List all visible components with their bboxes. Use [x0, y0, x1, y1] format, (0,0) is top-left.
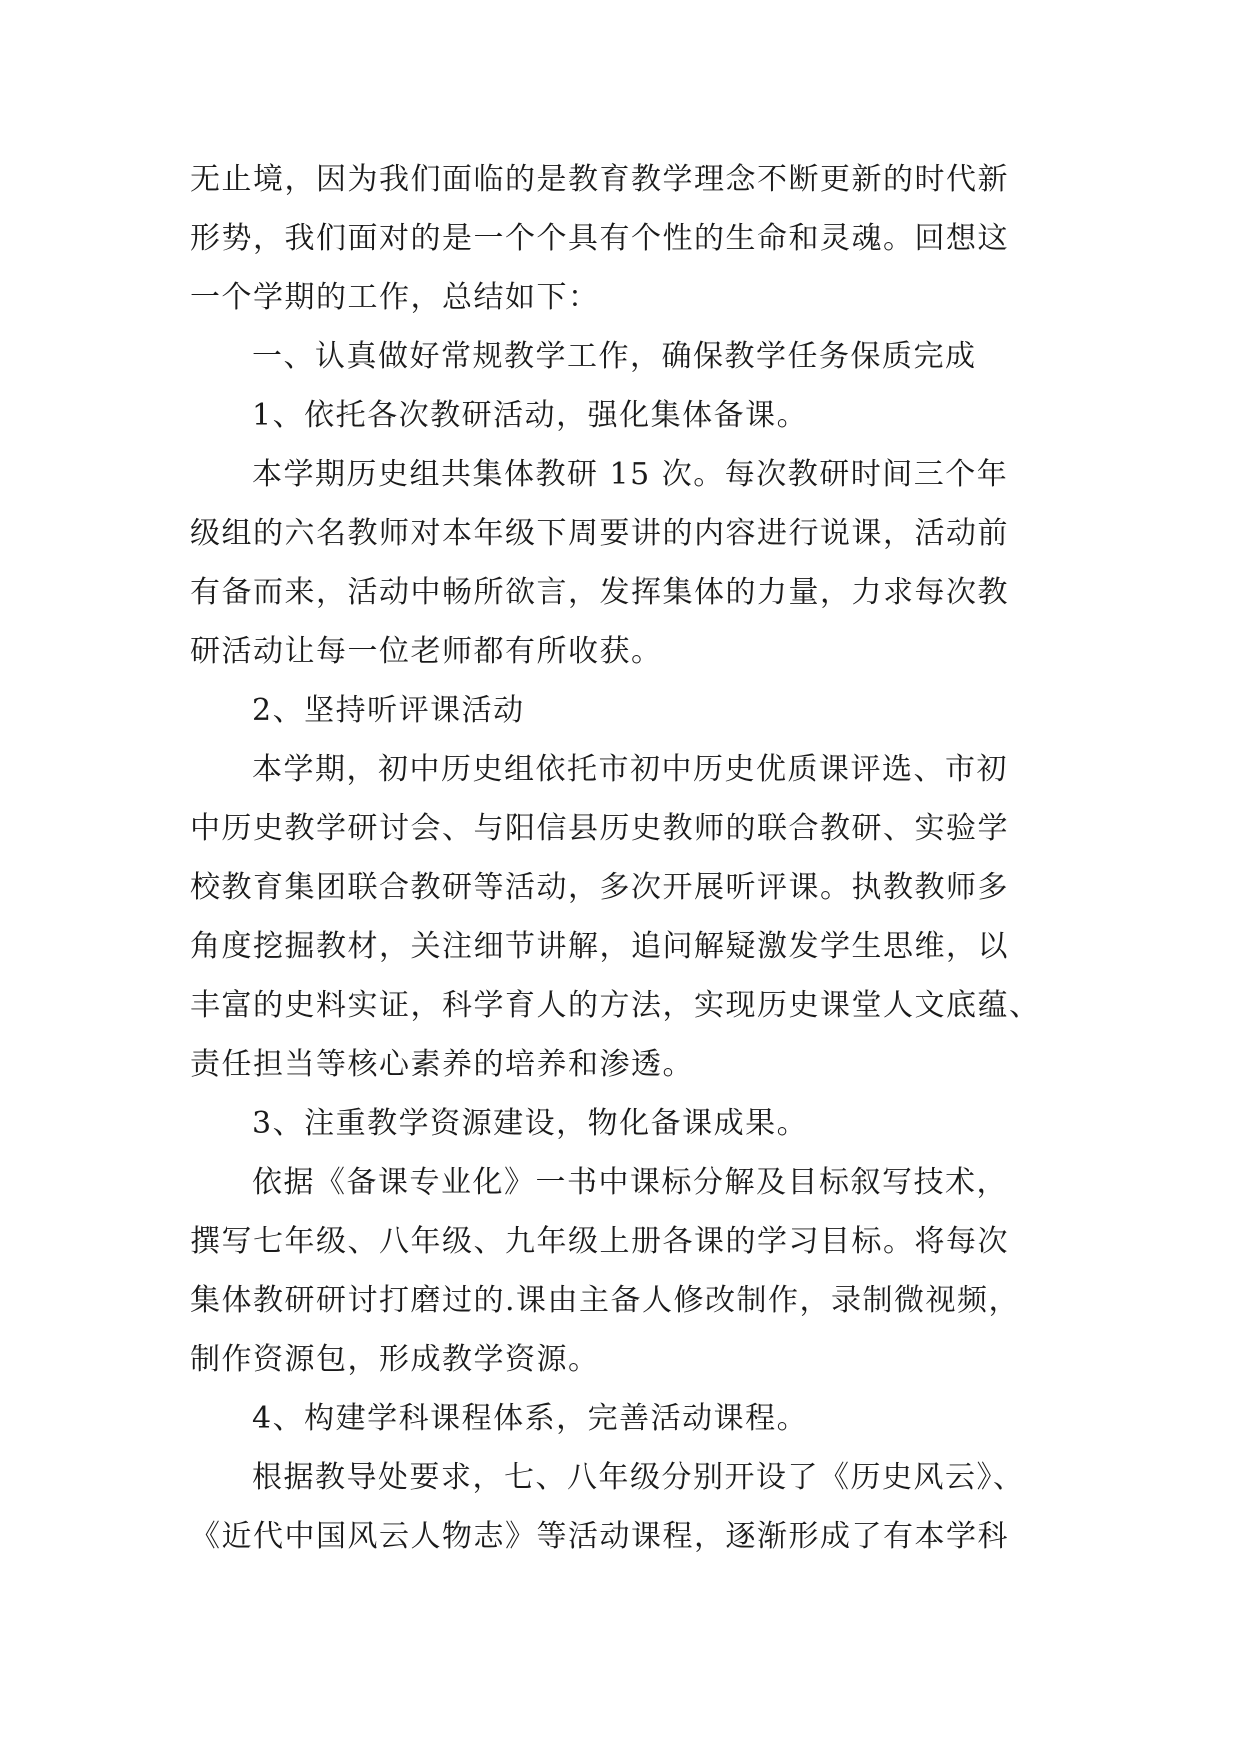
text-line: 依据《备课专业化》一书中课标分解及目标叙写技术， — [252, 1165, 1008, 1200]
text-line: 校教育集团联合教研等活动，多次开展听评课。执教教师多 — [190, 870, 1009, 905]
text-line: 无止境，因为我们面临的是教育教学理念不断更新的时代新 — [190, 162, 1009, 197]
text-line: 《近代中国风云人物志》等活动课程，逐渐形成了有本学科 — [190, 1519, 1009, 1554]
section-heading: 一、认真做好常规教学工作，确保教学任务保质完成 — [252, 339, 977, 374]
subsection-heading: 1、依托各次教研活动，强化集体备课。 — [252, 398, 809, 433]
text-line: 撰写七年级、八年级、九年级上册各课的学习目标。将每次 — [190, 1224, 1009, 1259]
text-line: 中历史教学研讨会、与阳信县历史教师的联合教研、实验学 — [190, 811, 1009, 846]
text-line: 级组的六名教师对本年级下周要讲的内容进行说课，活动前 — [190, 516, 1009, 551]
text-line: 集体教研研讨打磨过的.课由主备人修改制作，录制微视频， — [190, 1283, 1021, 1318]
subsection-heading: 2、坚持听评课活动 — [252, 693, 525, 728]
text-line: 丰富的史料实证，科学育人的方法，实现历史课堂人文底蕴、 — [190, 988, 1041, 1023]
text-line: 有备而来，活动中畅所欲言，发挥集体的力量，力求每次教 — [190, 575, 1009, 610]
text-line: 形势，我们面对的是一个个具有个性的生命和灵魂。回想这 — [190, 221, 1009, 256]
text-line: 本学期历史组共集体教研 15 次。每次教研时间三个年 — [252, 457, 1009, 492]
text-line: 角度挖掘教材，关注细节讲解，追问解疑激发学生思维，以 — [190, 929, 1009, 964]
subsection-heading: 4、构建学科课程体系，完善活动课程。 — [252, 1401, 809, 1436]
text-line: 根据教导处要求，七、八年级分别开设了《历史风云》、 — [252, 1460, 1025, 1495]
subsection-heading: 3、注重教学资源建设，物化备课成果。 — [252, 1106, 809, 1141]
text-line: 责任担当等核心素养的培养和渗透。 — [190, 1047, 694, 1082]
text-line: 研活动让每一位老师都有所收获。 — [190, 634, 663, 669]
document-body — [190, 150, 1090, 1566]
text-line: 本学期，初中历史组依托市初中历史优质课评选、市初 — [252, 752, 1008, 787]
text-line: 一个学期的工作，总结如下： — [190, 280, 600, 315]
text-line: 制作资源包，形成教学资源。 — [190, 1342, 600, 1377]
